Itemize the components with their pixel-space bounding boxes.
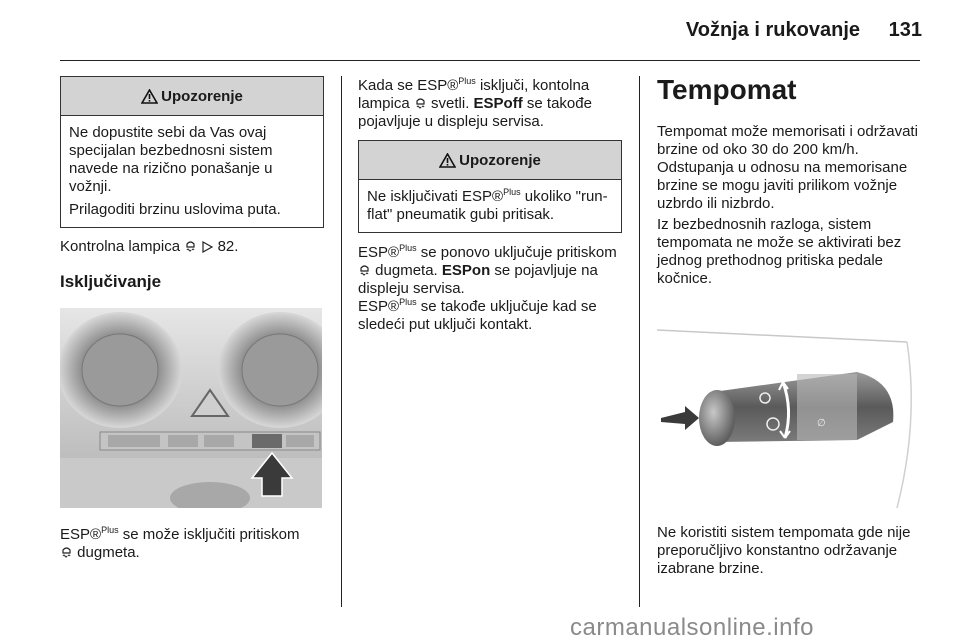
reference-triangle-icon — [201, 241, 213, 253]
section-heading-disable: Isključivanje — [60, 272, 162, 291]
on-e: ESP® — [358, 298, 400, 315]
warning-text — [367, 188, 613, 224]
caption-mid: se može isključiti pritiskom — [118, 526, 300, 543]
cruise-paragraph-2: Iz bezbednosnih razloga, sistem tempomata ne može se aktivirati bez jednog prethodnog pritiska pedale kočnice. — [657, 216, 902, 287]
espoff-intro — [358, 77, 626, 131]
section-heading-cruise-control: Tempomat — [657, 74, 797, 105]
caption-sup: Plus — [101, 525, 119, 535]
warning-title: Upozorenje — [161, 87, 243, 105]
warn2-sup: Plus — [503, 187, 521, 197]
on-sup2: Plus — [399, 297, 417, 307]
espon-label: ESPon — [441, 262, 491, 279]
intro-c: svetli. — [431, 95, 470, 112]
warning-triangle-icon — [439, 153, 456, 168]
esp-car-skid-icon — [414, 96, 427, 110]
intro-sup: Plus — [458, 76, 476, 86]
on-c: dugmeta. — [375, 262, 438, 279]
header-rule — [60, 60, 920, 61]
intro-b: isključi, kontolna lampica — [358, 77, 590, 112]
warning-title: Upozorenje — [459, 151, 541, 169]
on-a: ESP® — [358, 244, 400, 261]
espoff-label: ESPoff — [473, 95, 523, 112]
warn2-b: ukoliko "run-flat" pneumatik gubi pritisak. — [367, 188, 608, 223]
intro-d: se takođe pojavljuje u displeju servisa. — [358, 95, 592, 130]
warn2-a: Ne isključivati ESP® — [367, 188, 504, 205]
on-f: se takođe uključuje kad se sledeći put uključi kontakt. — [358, 298, 597, 333]
dashboard-esp-button-figure — [60, 308, 322, 508]
warning-header — [61, 77, 323, 116]
warning-text: Ne dopustite sebi da Vas ovaj specijalan bezbednosni sistem navede na rizično ponašanje u vožnji. — [69, 124, 273, 195]
caption-end: dugmeta. — [77, 544, 140, 561]
espon-text — [358, 244, 626, 334]
on-b: se ponovo uključuje pritiskom — [416, 244, 617, 261]
watermark: carmanualsonline.info — [570, 614, 814, 641]
cruise-control-stalk-figure — [657, 322, 919, 508]
page-header-title: Vožnja i rukovanje — [685, 19, 860, 41]
esp-car-skid-icon — [184, 239, 197, 253]
warning-text-2: Prilagoditi brzinu uslovima puta. — [69, 201, 281, 218]
svg-text:∅: ∅ — [817, 418, 826, 429]
intro-a: Kada se ESP® — [358, 77, 459, 94]
on-d: se pojavljuje na displeju servisa. — [358, 262, 598, 297]
page-number: 131 — [888, 19, 922, 41]
esp-car-skid-icon — [60, 545, 73, 559]
lamp-ref: 82. — [217, 238, 239, 255]
warning-box-2 — [358, 140, 622, 233]
disable-caption — [60, 526, 310, 562]
warning-header — [359, 141, 621, 180]
cruise-paragraph-1: Tempomat može memorisati i održavati brzine od oko 30 do 200 km/h. Odstupanja u odnosu na memorisane brzine se mogu javiti prilikom vožnje uzbrdo ili nizbrdo. — [657, 123, 918, 212]
column-divider-2 — [639, 76, 640, 607]
lamp-reference-text — [60, 238, 330, 256]
lamp-text: Kontrolna lampica — [60, 238, 181, 255]
cruise-paragraph-3: Ne koristiti sistem tempomata gde nije preporučljivo konstantno održavanje izabrane brzine. — [657, 524, 911, 577]
warning-box-1 — [60, 76, 324, 228]
caption-esp: ESP® — [60, 526, 102, 543]
column-divider-1 — [341, 76, 342, 607]
warning-triangle-icon — [141, 89, 158, 104]
on-sup: Plus — [399, 243, 417, 253]
esp-car-skid-icon — [358, 263, 371, 277]
